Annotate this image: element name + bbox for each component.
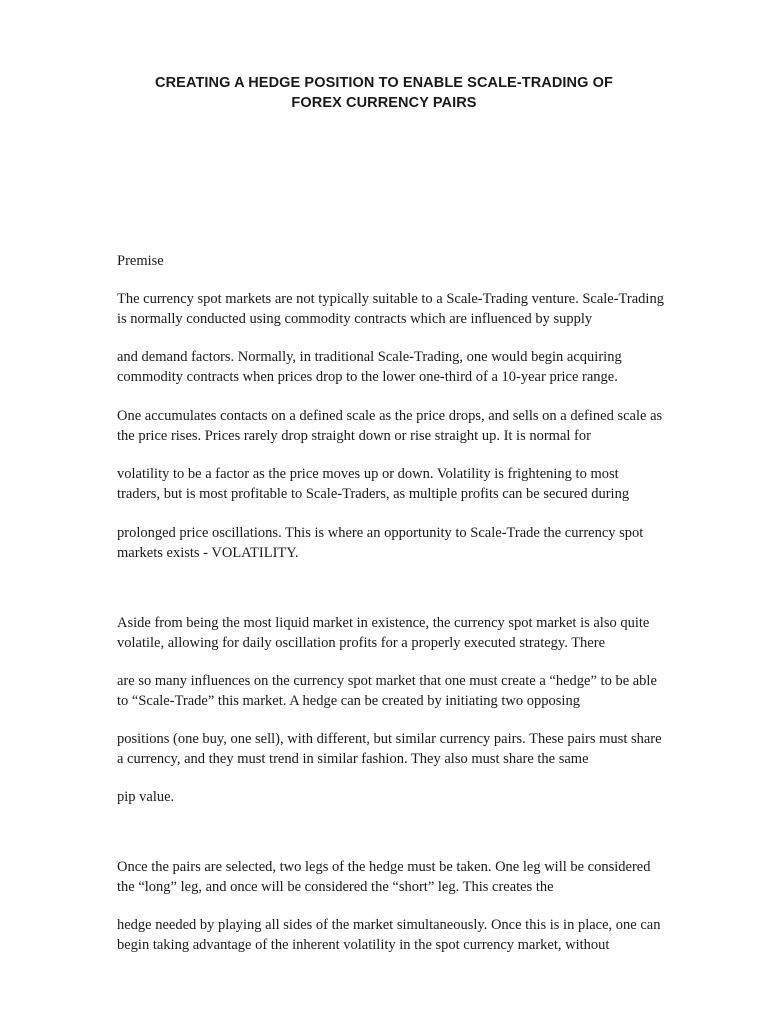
text-line: markets exists - VOLATILITY. xyxy=(117,544,299,561)
title-line: FOREX CURRENCY PAIRS xyxy=(291,95,477,111)
paragraph xyxy=(117,465,717,504)
paragraph xyxy=(117,788,717,808)
text-line: The currency spot markets are not typically suitable to a Scale-Trading venture. Scale-Trading xyxy=(117,291,664,307)
paragraph xyxy=(117,672,717,711)
paragraph xyxy=(117,407,717,446)
title-line: CREATING A HEDGE POSITION TO ENABLE SCALE-TRADING OF xyxy=(155,75,613,91)
text-line: a currency, and they must trend in similar fashion. They also must share the same xyxy=(117,750,589,767)
paragraph xyxy=(117,524,717,563)
text-line: to “Scale-Trade” this market. A hedge can be created by initiating two opposing xyxy=(117,692,580,709)
text-line: One accumulates contacts on a defined scale as the price drops, and sells on a defined scale as xyxy=(117,408,663,424)
text-line: Aside from being the most liquid market in existence, the currency spot market is also quite xyxy=(117,615,650,631)
text-line: volatility to be a factor as the price moves up or down. Volatility is frightening to most xyxy=(117,466,619,482)
text-line: positions (one buy, one sell), with different, but similar currency pairs. These pairs must share xyxy=(117,731,662,747)
section-heading-premise: Premise xyxy=(117,253,164,269)
paragraph xyxy=(117,614,717,653)
paragraph xyxy=(117,290,717,329)
paragraph xyxy=(117,348,717,387)
paragraph xyxy=(117,858,717,897)
text-line: commodity contracts when prices drop to the lower one-third of a 10-year price range. xyxy=(117,368,618,385)
paragraph xyxy=(117,730,717,769)
text-line: volatile, allowing for daily oscillation profits for a properly executed strategy. There xyxy=(117,634,606,651)
text-line: hedge needed by playing all sides of the market simultaneously. Once this is in place, one can xyxy=(117,917,661,933)
text-line: are so many influences on the currency spot market that one must create a “hedge” to be able xyxy=(117,673,657,689)
text-line: prolonged price oscillations. This is where an opportunity to Scale-Trade the currency spot xyxy=(117,525,644,541)
text-line: the price rises. Prices rarely drop straight down or rise straight up. It is normal for xyxy=(117,427,591,444)
text-line: is normally conducted using commodity contracts which are influenced by supply xyxy=(117,310,593,327)
text-line: and demand factors. Normally, in traditional Scale-Trading, one would begin acquiring xyxy=(117,349,622,365)
text-line: pip value. xyxy=(117,789,175,805)
text-line: the “long” leg, and once will be considered the “short” leg. This creates the xyxy=(117,878,554,895)
paragraph xyxy=(117,916,717,955)
text-line: Once the pairs are selected, two legs of the hedge must be taken. One leg will be considered xyxy=(117,859,651,875)
document-title xyxy=(60,73,708,113)
text-line: begin taking advantage of the inherent volatility in the spot currency market, without xyxy=(117,936,610,953)
text-line: traders, but is most profitable to Scale-Traders, as multiple profits can be secured during xyxy=(117,485,630,502)
